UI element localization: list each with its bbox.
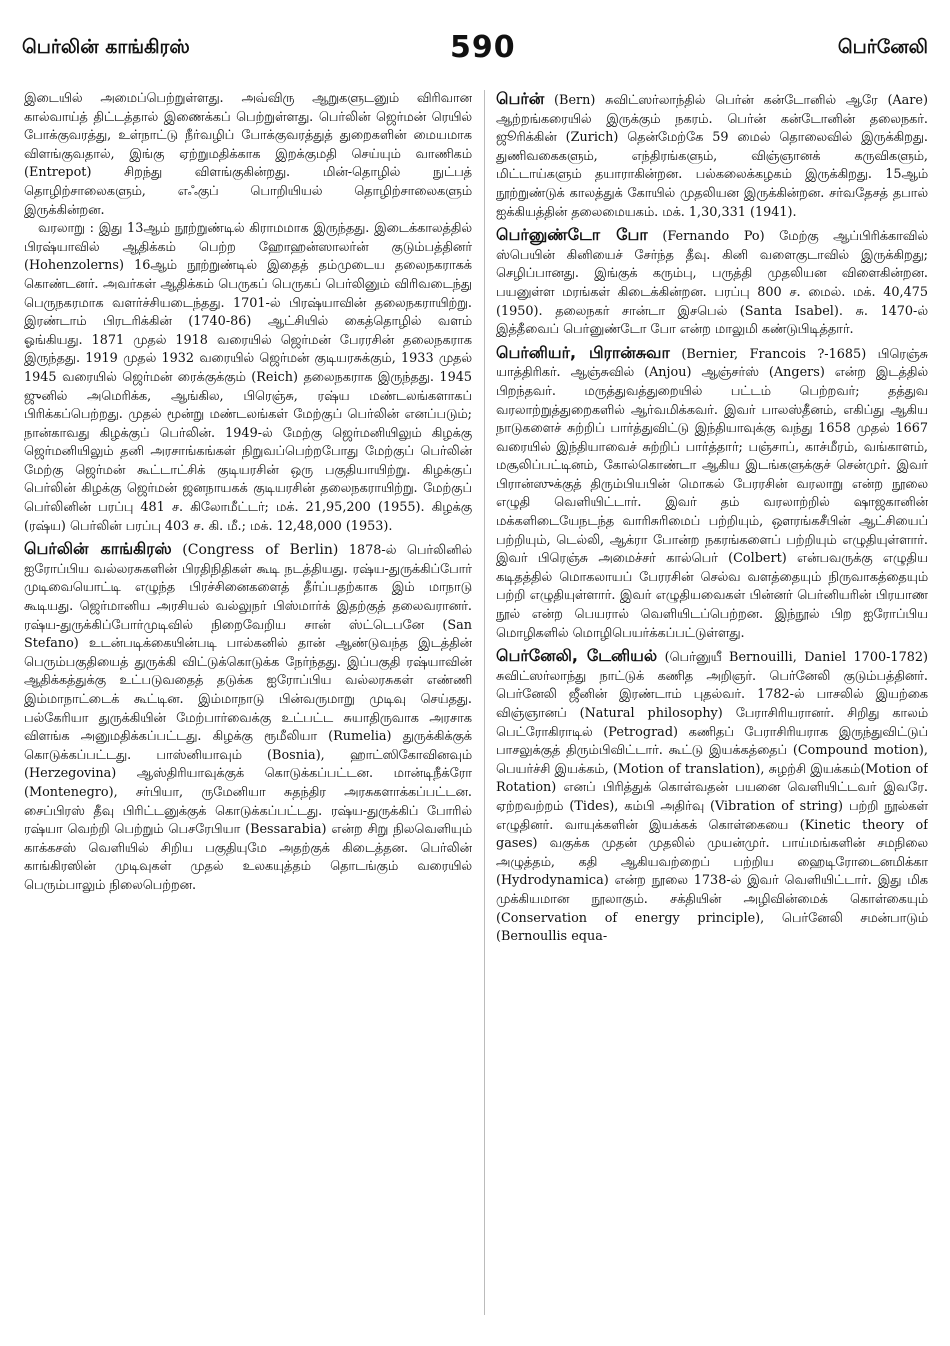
entry-headword: பெர்னுண்டோ போ <box>496 225 648 245</box>
berlin-continued-paragraph: இடையில் அமைப்பெற்றுள்ளது. அவ்விரு ஆறுகளுடனும் விரிவான கால்வாய்த் திட்டத்தால் இணைக்கப் பெற்றுள்ளது. பெர்லின் ஜெர்மன் ரெயில் போக்குவரத்து, உள்நாட்டு நீர்வழிப் போக்குவரத்துத் துறைகளின் மையமாக விளங்குவதால், இங்கு ஏற்றுமதிக்காக இறக்குமதி செய்யும் வாணிகம் (Entrepot) சிறந்து விளங்குகின்றது. மின்-தொழில் நுட்பத் தொழிற்சாலைகளும், எஃகுப் பொறியியல் தொழிற்சாலைகளும் இருக்கின்றன. <box>24 91 472 218</box>
header-left-guide-word: பெர்லின் காங்கிரஸ் <box>22 36 190 58</box>
entry-bernier <box>496 344 928 644</box>
entry-headword: பெர்ன் <box>496 90 545 108</box>
entry-headword: பெர்னேலி, டேனியல் <box>496 646 658 666</box>
entry-latin-name: (Congress of Berlin) <box>182 542 339 559</box>
column-divider <box>484 90 485 1315</box>
header-right-guide-word: பெர்னேலி <box>837 36 928 58</box>
entry-body: (பெர்னுயீ Bernouilli, Daniel 1700-1782) சுவிட்ஸர்லாந்து நாட்டுக் கணித அறிஞர். பெர்னேலி குடும்பத்தினர். பெர்னேலி ஜீனின் இரண்டாம் புதல்வர். 1782-ல் பாசலில் இயற்கை விஞ்ஞானப் (Natural philosophy) பேராசிரியரானர். சிறிது காலம் பெட்ரோகிராடில் (Petrograd) கணிதப் பேராசிரியராக இருந்துவிட்டுப் பாசலுக்குத் திரும்பிவிட்டார். கூட்டு இயக்கத்தைப் (Compound motion), பெயர்ச்சி இயக்கம், (Motion of translation), சுழற்சி இயக்கம்(Motion of Rotation) எனப் பிரித்துக் கொள்வதன் பயனை வெளியிட்டவர் இவரே. ஏற்றவற்றம் (Tides), கம்பி அதிர்வு (Vibration of string) பற்றி நூல்கள் எழுதினர். வாயுக்களின் இயக்கக் கொள்கையை (Kinetic theory of gases) வகுக்க முதன் முதலில் முயன்முர். பாய்மங்களின் சமநிலை அழுத்தம், கதி ஆகியவற்றைப் பற்றிய ஹைடிரோடைனமிக்கா (Hydrodynamica) என்ற நூலை 1738-ல் இவர் வெளியிட்டார். இது மிக முக்கியமான நூலாகும். சக்தியின் அழிவின்மைக் கொள்கையும் (Conservation of energy principle), பெர்னேலி சமன்பாடும் (Bernoullis equa- <box>496 650 928 945</box>
page-number: 590 <box>450 30 516 65</box>
entry-bern <box>496 90 928 222</box>
entry-fernando-po <box>496 226 928 340</box>
berlin-history-paragraph: வரலாறு : இது 13ஆம் நூற்றுண்டில் கிராமமாக இருந்தது. இடைக்காலத்தில் பிரஷ்யாவில் ஆதிக்கம் பெற்ற ஹோஹன்ஸாலர்ன் குடும்பத்தினர் (Hohenzolerns) 16ஆம் நூற்றுண்டில் இதைத் தம்முடைய தலைநகராகக் கொண்டனர். அவர்கள் ஆதிக்கம் பெருகப் பெருகப் பெர்லினும் விரிவடைந்து பெருநகரமாக வளர்ச்சியடைந்தது. 1701-ல் பிரஷ்யாவின் தலைநகராயிற்று. இரண்டாம் பிரடரிக்கின் (1740-86) ஆட்சியில் கைத்தொழில் வளம் ஓங்கியது. 1871 முதல் 1918 வரையில் ஜெர்மன் பேரரசின் தலைநகராக இருந்தது. 1919 முதல் 1932 வரையில் ஜெர்மன் குடியரசுக்கும், 1933 முதல் 1945 வரையில் ஜெர்மன் ரைக்குக்கும் (Reich) தலைநகராக இருந்தது. 1945 ஜுனில் அமெரிக்க, ஆங்கில, பிரெஞ்சு, ரஷ்ய மண்டலங்களாகப் பிரிக்கப்பெற்றது. முதல் மூன்று மண்டலங்கள் மேற்குப் பெர்லின் எனப்படும்; நான்காவது கிழக்குப் பெர்லின். 1949-ல் மேற்கு ஜெர்மனியிலும் கிழக்கு ஜெர்மனியிலும் தனி அரசாங்கங்கள் நிறுவப்பெற்றபோது மேற்குப் பெர்லின் மேற்கு ஜெர்மன் கூட்டாட்சிக் குடியரசின் ஒரு பகுதியாயிற்று. கிழக்குப் பெர்லின் கிழக்கு ஜெர்மன் ஜனநாயகக் குடியரசின் தலைநகராயிற்று. மேற்குப் பெர்லினின் பரப்பு 481 ச. கிலோமீட்டர்; மக். 21,95,200 (1955). கிழக்கு (ரஷ்ய) பெர்லின் பரப்பு 403 ச. கி. மீ.; மக். 12,48,000 (1953). <box>24 221 472 534</box>
page-header <box>22 30 928 74</box>
entry-bernoulli <box>496 647 928 947</box>
entry-headword: பெர்னியர், பிரான்சுவா <box>496 342 670 362</box>
left-column <box>24 90 472 1330</box>
entry-congress-of-berlin <box>24 540 472 895</box>
right-column <box>496 90 928 1330</box>
entry-body: 1878-ல் பெர்லினில் ஐரோப்பிய வல்லரசுகளின் பிரதிநிதிகள் கூடி நடத்தியது. ரஷ்ய-துருக்கிப்போர் முடிவையொட்டி எழுந்த பிரச்சினைகளைத் தீர்ப்பதற்காக இம் மாநாடு கூடியது. ஜெர்மானிய அரசியல் வல்லுநர் பிஸ்மார்க் இதற்குத் தலைவரானர். ரஷ்ய-துருக்கிப்போர்முடிவில் நிறைவேறிய சான் ஸ்ட்டெபனே (San Stefano) உடன்படிக்கையின்படி பால்கனில் தான் ஆண்டுவந்த இடத்தின் பெரும்பகுதியைத் துருக்கி விட்டுக்கொடுக்க நேர்ந்தது. இப்பகுதி ரஷ்யாவின் ஆதிக்கத்துக்கு உட்படுவதைத் தடுக்க ஐரோப்பிய வல்லரசுகள் எண்ணி இம்மாநாட்டைக் கூட்டின. இம்மாநாடு பின்வருமாறு முடிவு செய்தது. பல்கேரியா துருக்கியின் மேற்பார்வைக்கு உட்பட்ட சுயாதிருவாக அரசாக விளங்க அனுமதிக்கப்பட்டது. கிழக்கு ரூமீலியா (Rumelia) துருக்கிக்குக் கொடுக்கப்பட்டது. பாஸ்னியாவும் (Bosnia), ஹாட்ஸிகோவினவும் (Herzegovina) ஆஸ்திரியாவுக்குக் கொடுக்கப்பட்டன. மான்டிநீக்ரோ (Montenegro), சர்பியா, ருமேனியா சுதந்திர அரசுகளாக்கப்பட்டன. சைப்பிரஸ் தீவு பிரிட்டனுக்குக் கொடுக்கப்பட்டது. ரஷ்ய-துருக்கிப் போரில் ரஷ்யா வெற்றி பெற்றும் பெசரேபியா (Bessarabia) என்ற சிறு நிலவெளியும் காக்கசஸ் வெளியில் சிறிய பகுதியுமே அதற்குக் கிடைத்தன. பெர்லின் காங்கிரஸின் முடிவுகள் முதல் உலகயுத்தம் தொடங்கும் வரையில் பெரும்பாலும் நிலைபெற்றன. <box>24 543 472 893</box>
entry-body: (Fernando Po) மேற்கு ஆப்பிரிக்காவில் ஸ்பெயின் கினியைச் சேர்ந்த தீவு. கினி வளைகுடாவில் இருக்கிறது; செழிப்பானது. இங்குக் கரும்பு, பருத்தி முதலியன விளைகின்றன. பயனுள்ள மரங்கள் கிடைக்கின்றன. பரப்பு 800 ச. மைல். மக். 40,475 (1950). தலைநகர் சான்டா இசபெல் (Santa Isabel). சு. 1470-ல் இத்தீவைப் பெர்னுண்டோ போ என்ற மாலுமி கண்டுபிடித்தார். <box>496 229 928 338</box>
entry-headword: பெர்லின் காங்கிரஸ் <box>24 539 172 559</box>
entry-body: (Bernier, Francois ?-1685) பிரெஞ்சு யாத்திரிகர். ஆஞ்சுவில் (Anjou) ஆஞ்சர்ஸ் (Angers) என்ற இடத்தில் பிறந்தவர். மருத்துவத்துறையில் பட்டம் பெற்றவர்; தத்துவ வரலாற்றுத்துறைகளில் ஆர்வமிக்கவர். இவர் பாலஸ்தீனம், எகிப்து ஆகிய நாடுகளைச் சுற்றிப் பார்த்துவிட்டு இந்தியாவுக்கு வந்து 1658 முதல் 1667 வரையில் இந்தியாவைச் சுற்றிப் பார்த்தார்; பஞ்சாப், காச்மீரம், வங்காளம், மசூலிப்பட்டினம், கோல்கொண்டா ஆகிய இடங்களுக்குச் சென்முர். இவர் பிரான்ஸுக்குத் திரும்பியபின் மொகல் பேரரசின் வரலாறு என்ற நூலை எழுதி வெளியிட்டார். இவர் தம் வரலாற்றில் ஷாஜகானின் மக்களிடையேநடந்த வாரிசுரிமைப் பற்றியும், ஔரங்கசீபின் ஆட்சியைப் பற்றியும், டெல்லி, ஆக்ரா போன்ற நகரங்களைப் பற்றியும் எழுதியுள்ளார். இவர் பிரெஞ்சு அமைச்சர் கால்பெர் (Colbert) என்பவருக்கு எழுதிய கடிதத்தில் மொகலாயப் பேரரசின் செல்வ வளத்தையும் நிருவாகத்தையும் பற்றி எழுதியுள்ளார். இவர் எழுதியவைகள் பின்னர் பெர்னியரின் பிரயாண நூல் என்ற பெயரால் வெளியிடப்பெற்றன. இந்நூல் பிற ஐரோப்பிய மொழிகளில் மொழிபெயர்க்கப்பட்டுள்ளது. <box>496 346 928 641</box>
entry-body: (Bern) சுவிட்ஸர்லாந்தில் பெர்ன் கன்டோனில் ஆரே (Aare) ஆற்றங்கரையில் இருக்கும் நகரம். பெர்ன் கன்டோனின் தலைநகர். ஜூரிக்கின் (Zurich) தென்மேற்கே 59 மைல் தொலைவில் இருக்கிறது. துணிவகைகளும், எந்திரங்களும், விஞ்ஞானக் கருவிகளும், மிட்டாய்களும் தயாராகின்றன. பல்கலைக்கழகம் இருக்கிறது. 15ஆம் நூற்றுண்டுக் காலத்துக் கோயில் முதலியன இருக்கின்றன. சர்வதேசத் தபால் ஐக்கியத்தின் தலைமையகம். மக். 1,30,331 (1941). <box>496 93 928 220</box>
